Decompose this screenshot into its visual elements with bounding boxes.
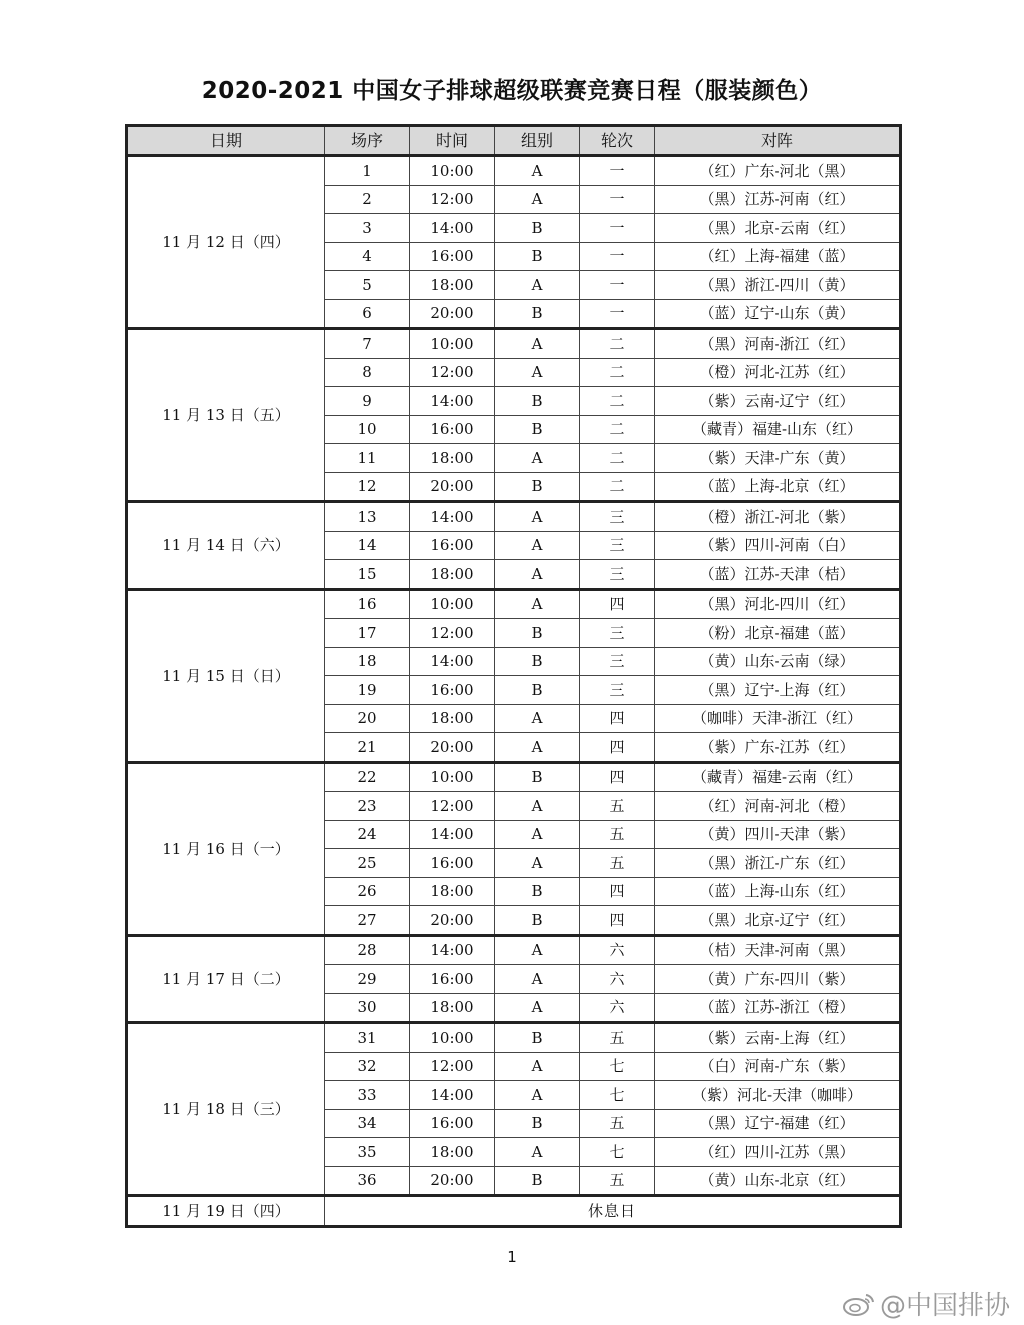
seq-cell: 34 (325, 1109, 410, 1138)
round-cell: 一 (580, 271, 655, 300)
round-cell: 二 (580, 387, 655, 416)
header-group: 组别 (495, 126, 580, 156)
date-cell: 11 月 14 日（六） (127, 502, 325, 590)
time-cell: 14:00 (410, 502, 495, 532)
group-cell: B (495, 647, 580, 676)
group-cell: A (495, 993, 580, 1023)
date-cell: 11 月 15 日（日） (127, 589, 325, 762)
match-cell: （黄）四川-天津（紫） (655, 820, 901, 849)
seq-cell: 27 (325, 906, 410, 936)
group-cell: A (495, 185, 580, 214)
time-cell: 20:00 (410, 906, 495, 936)
seq-cell: 11 (325, 444, 410, 473)
group-cell: A (495, 1081, 580, 1110)
seq-cell: 18 (325, 647, 410, 676)
seq-cell: 13 (325, 502, 410, 532)
round-cell: 五 (580, 849, 655, 878)
time-cell: 14:00 (410, 820, 495, 849)
group-cell: A (495, 589, 580, 619)
match-cell: （红）广东-河北（黑） (655, 156, 901, 186)
group-cell: A (495, 329, 580, 359)
match-cell: （紫）广东-江苏（红） (655, 733, 901, 763)
match-cell: （藏青）福建-云南（红） (655, 762, 901, 792)
group-cell: A (495, 935, 580, 965)
time-cell: 16:00 (410, 415, 495, 444)
date-cell: 11 月 13 日（五） (127, 329, 325, 502)
round-cell: 二 (580, 329, 655, 359)
seq-cell: 20 (325, 704, 410, 733)
seq-cell: 7 (325, 329, 410, 359)
time-cell: 12:00 (410, 185, 495, 214)
match-cell: （紫）四川-河南（白） (655, 531, 901, 560)
header-date: 日期 (127, 126, 325, 156)
seq-cell: 35 (325, 1138, 410, 1167)
round-cell: 一 (580, 299, 655, 329)
time-cell: 18:00 (410, 993, 495, 1023)
match-cell: （紫）河北-天津（咖啡） (655, 1081, 901, 1110)
date-cell: 11 月 17 日（二） (127, 935, 325, 1023)
round-cell: 七 (580, 1081, 655, 1110)
seq-cell: 23 (325, 792, 410, 821)
time-cell: 16:00 (410, 676, 495, 705)
round-cell: 二 (580, 472, 655, 502)
header-seq: 场序 (325, 126, 410, 156)
match-cell: （黑）北京-辽宁（红） (655, 906, 901, 936)
round-cell: 一 (580, 242, 655, 271)
time-cell: 18:00 (410, 271, 495, 300)
round-cell: 二 (580, 444, 655, 473)
round-cell: 五 (580, 820, 655, 849)
group-cell: A (495, 560, 580, 590)
group-cell: A (495, 358, 580, 387)
group-cell: A (495, 156, 580, 186)
header-round: 轮次 (580, 126, 655, 156)
match-cell: （蓝）上海-山东（红） (655, 877, 901, 906)
round-cell: 六 (580, 993, 655, 1023)
group-cell: B (495, 299, 580, 329)
group-cell: B (495, 415, 580, 444)
match-cell: （紫）云南-辽宁（红） (655, 387, 901, 416)
round-cell: 一 (580, 214, 655, 243)
seq-cell: 15 (325, 560, 410, 590)
seq-cell: 16 (325, 589, 410, 619)
round-cell: 二 (580, 358, 655, 387)
date-cell: 11 月 18 日（三） (127, 1023, 325, 1196)
seq-cell: 6 (325, 299, 410, 329)
table-row (127, 935, 901, 965)
table-row (127, 1023, 901, 1053)
time-cell: 16:00 (410, 849, 495, 878)
group-cell: B (495, 1109, 580, 1138)
round-cell: 三 (580, 560, 655, 590)
time-cell: 16:00 (410, 242, 495, 271)
round-cell: 五 (580, 1023, 655, 1053)
match-cell: （黑）浙江-广东（红） (655, 849, 901, 878)
rest-date-cell: 11 月 19 日（四） (127, 1196, 325, 1227)
group-cell: B (495, 877, 580, 906)
match-cell: （红）上海-福建（蓝） (655, 242, 901, 271)
round-cell: 七 (580, 1052, 655, 1081)
seq-cell: 9 (325, 387, 410, 416)
group-cell: B (495, 1166, 580, 1196)
group-cell: B (495, 906, 580, 936)
match-cell: （粉）北京-福建（蓝） (655, 619, 901, 648)
seq-cell: 28 (325, 935, 410, 965)
round-cell: 五 (580, 1166, 655, 1196)
group-cell: A (495, 792, 580, 821)
match-cell: （黑）辽宁-上海（红） (655, 676, 901, 705)
match-cell: （黑）北京-云南（红） (655, 214, 901, 243)
date-cell: 11 月 16 日（一） (127, 762, 325, 935)
match-cell: （蓝）上海-北京（红） (655, 472, 901, 502)
time-cell: 20:00 (410, 1166, 495, 1196)
round-cell: 四 (580, 589, 655, 619)
group-cell: B (495, 387, 580, 416)
table-row (127, 589, 901, 619)
match-cell: （黑）浙江-四川（黄） (655, 271, 901, 300)
header-time: 时间 (410, 126, 495, 156)
time-cell: 12:00 (410, 619, 495, 648)
seq-cell: 10 (325, 415, 410, 444)
time-cell: 10:00 (410, 1023, 495, 1053)
time-cell: 12:00 (410, 792, 495, 821)
round-cell: 三 (580, 619, 655, 648)
group-cell: A (495, 1052, 580, 1081)
seq-cell: 26 (325, 877, 410, 906)
time-cell: 18:00 (410, 444, 495, 473)
seq-cell: 30 (325, 993, 410, 1023)
page-title: 2020-2021 中国女子排球超级联赛竞赛日程（服装颜色） (201, 78, 823, 104)
time-cell: 18:00 (410, 560, 495, 590)
group-cell: B (495, 214, 580, 243)
match-cell: （黄）山东-北京（红） (655, 1166, 901, 1196)
round-cell: 一 (580, 156, 655, 186)
seq-cell: 19 (325, 676, 410, 705)
match-cell: （白）河南-广东（紫） (655, 1052, 901, 1081)
match-cell: （红）四川-江苏（黑） (655, 1138, 901, 1167)
time-cell: 18:00 (410, 1138, 495, 1167)
match-cell: （红）河南-河北（橙） (655, 792, 901, 821)
group-cell: B (495, 676, 580, 705)
round-cell: 四 (580, 906, 655, 936)
group-cell: B (495, 472, 580, 502)
seq-cell: 3 (325, 214, 410, 243)
time-cell: 12:00 (410, 358, 495, 387)
time-cell: 20:00 (410, 472, 495, 502)
round-cell: 四 (580, 762, 655, 792)
group-cell: A (495, 444, 580, 473)
time-cell: 20:00 (410, 299, 495, 329)
round-cell: 五 (580, 1109, 655, 1138)
table-row (127, 502, 901, 532)
seq-cell: 14 (325, 531, 410, 560)
seq-cell: 12 (325, 472, 410, 502)
time-cell: 14:00 (410, 1081, 495, 1110)
seq-cell: 4 (325, 242, 410, 271)
seq-cell: 22 (325, 762, 410, 792)
round-cell: 三 (580, 647, 655, 676)
rest-day-row (127, 1196, 901, 1227)
match-cell: （桔）天津-河南（黑） (655, 935, 901, 965)
round-cell: 一 (580, 185, 655, 214)
seq-cell: 36 (325, 1166, 410, 1196)
time-cell: 10:00 (410, 762, 495, 792)
round-cell: 三 (580, 502, 655, 532)
group-cell: B (495, 242, 580, 271)
page-number: 1 (507, 1248, 517, 1266)
match-cell: （黑）河北-四川（红） (655, 589, 901, 619)
seq-cell: 32 (325, 1052, 410, 1081)
group-cell: A (495, 704, 580, 733)
group-cell: A (495, 271, 580, 300)
time-cell: 14:00 (410, 214, 495, 243)
seq-cell: 25 (325, 849, 410, 878)
match-cell: （黄）广东-四川（紫） (655, 965, 901, 994)
match-cell: （橙）浙江-河北（紫） (655, 502, 901, 532)
schedule-table (125, 124, 902, 1228)
match-cell: （黑）江苏-河南（红） (655, 185, 901, 214)
round-cell: 六 (580, 965, 655, 994)
seq-cell: 1 (325, 156, 410, 186)
group-cell: A (495, 502, 580, 532)
match-cell: （黄）山东-云南（绿） (655, 647, 901, 676)
group-cell: A (495, 1138, 580, 1167)
match-cell: （蓝）辽宁-山东（黄） (655, 299, 901, 329)
header-match: 对阵 (655, 126, 901, 156)
match-cell: （紫）天津-广东（黄） (655, 444, 901, 473)
time-cell: 14:00 (410, 935, 495, 965)
table-row (127, 156, 901, 186)
round-cell: 七 (580, 1138, 655, 1167)
time-cell: 10:00 (410, 329, 495, 359)
time-cell: 18:00 (410, 704, 495, 733)
time-cell: 16:00 (410, 1109, 495, 1138)
match-cell: （黑）辽宁-福建（红） (655, 1109, 901, 1138)
group-cell: A (495, 531, 580, 560)
seq-cell: 31 (325, 1023, 410, 1053)
seq-cell: 24 (325, 820, 410, 849)
seq-cell: 17 (325, 619, 410, 648)
watermark-text: @中国排协 (879, 1291, 1010, 1321)
group-cell: B (495, 1023, 580, 1053)
seq-cell: 33 (325, 1081, 410, 1110)
round-cell: 三 (580, 531, 655, 560)
group-cell: A (495, 965, 580, 994)
table-header-row (127, 126, 901, 156)
match-cell: （咖啡）天津-浙江（红） (655, 704, 901, 733)
seq-cell: 5 (325, 271, 410, 300)
weibo-icon (842, 1291, 876, 1317)
match-cell: （橙）河北-江苏（红） (655, 358, 901, 387)
time-cell: 16:00 (410, 965, 495, 994)
time-cell: 16:00 (410, 531, 495, 560)
group-cell: B (495, 762, 580, 792)
round-cell: 四 (580, 704, 655, 733)
table-row (127, 329, 901, 359)
round-cell: 三 (580, 676, 655, 705)
round-cell: 二 (580, 415, 655, 444)
match-cell: （藏青）福建-山东（红） (655, 415, 901, 444)
weibo-watermark (842, 1285, 1010, 1322)
schedule-body (127, 156, 901, 1227)
round-cell: 四 (580, 877, 655, 906)
time-cell: 18:00 (410, 877, 495, 906)
group-cell: A (495, 820, 580, 849)
match-cell: （蓝）江苏-浙江（橙） (655, 993, 901, 1023)
seq-cell: 8 (325, 358, 410, 387)
match-cell: （黑）河南-浙江（红） (655, 329, 901, 359)
group-cell: B (495, 619, 580, 648)
time-cell: 10:00 (410, 589, 495, 619)
date-cell: 11 月 12 日（四） (127, 156, 325, 329)
time-cell: 20:00 (410, 733, 495, 763)
rest-label-cell: 休息日 (325, 1196, 901, 1227)
seq-cell: 21 (325, 733, 410, 763)
seq-cell: 29 (325, 965, 410, 994)
match-cell: （蓝）江苏-天津（桔） (655, 560, 901, 590)
round-cell: 五 (580, 792, 655, 821)
round-cell: 四 (580, 733, 655, 763)
match-cell: （紫）云南-上海（红） (655, 1023, 901, 1053)
table-row (127, 762, 901, 792)
group-cell: A (495, 733, 580, 763)
round-cell: 六 (580, 935, 655, 965)
time-cell: 14:00 (410, 647, 495, 676)
group-cell: A (495, 849, 580, 878)
time-cell: 10:00 (410, 156, 495, 186)
time-cell: 14:00 (410, 387, 495, 416)
time-cell: 12:00 (410, 1052, 495, 1081)
seq-cell: 2 (325, 185, 410, 214)
